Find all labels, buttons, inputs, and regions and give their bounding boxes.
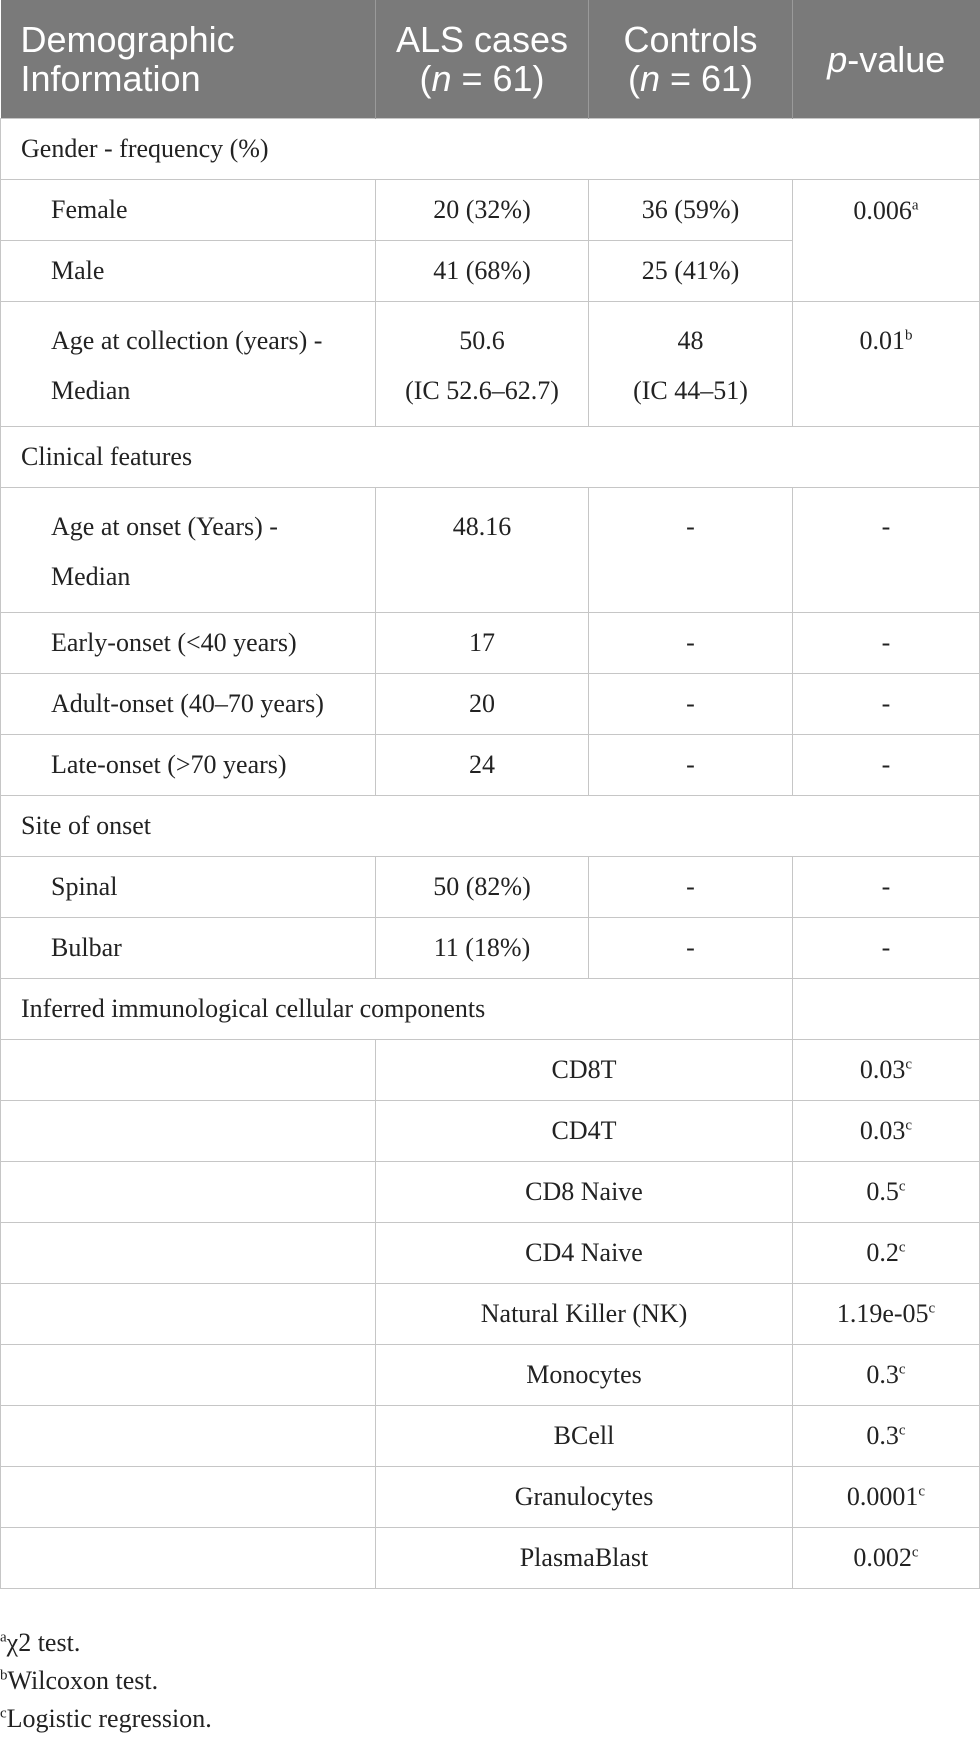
als-value: 50.6 (IC 52.6–62.7) (376, 302, 589, 427)
p-value: 0.002$^c$ (793, 1528, 980, 1589)
row-label: Age at onset (Years) - Median (1, 488, 376, 613)
controls-value: - (589, 674, 793, 735)
footnote-c: $^c$Logistic regression. (0, 1704, 212, 1733)
empty-cell (1, 1467, 376, 1528)
table-row (1, 180, 980, 241)
row-label: Female (1, 180, 376, 241)
als-value: 20 (376, 674, 589, 735)
section-row-gender (1, 119, 980, 180)
p-value: - (793, 735, 980, 796)
table-row (1, 1101, 980, 1162)
table-row (1, 918, 980, 979)
als-value: 20 (32%) (376, 180, 589, 241)
cell-component-name: CD8 Naive (376, 1162, 793, 1223)
cell-component-name: Natural Killer (NK) (376, 1284, 793, 1345)
empty-cell (1, 1101, 376, 1162)
als-value: 17 (376, 613, 589, 674)
header-als-cases: ALS cases (n = 61) (376, 0, 589, 119)
table-row (1, 1467, 980, 1528)
empty-cell (1, 1345, 376, 1406)
section-label: Gender - frequency (%) (1, 119, 980, 180)
controls-value: - (589, 735, 793, 796)
row-label: Late-onset (>70 years) (1, 735, 376, 796)
table-row (1, 674, 980, 735)
controls-value: - (589, 857, 793, 918)
als-value: 24 (376, 735, 589, 796)
p-value: - (793, 613, 980, 674)
cell-component-name: CD4 Naive (376, 1223, 793, 1284)
p-value: 0.006$^a$ (793, 180, 980, 302)
p-value: 0.01$^b$ (793, 302, 980, 427)
p-value: 0.0001$^c$ (793, 1467, 980, 1528)
p-value: - (793, 488, 980, 613)
als-value: 50 (82%) (376, 857, 589, 918)
controls-value: - (589, 488, 793, 613)
controls-value: 48 (IC 44–51) (589, 302, 793, 427)
empty-cell (793, 979, 980, 1040)
table-row (1, 735, 980, 796)
header-row (1, 0, 980, 119)
row-label: Male (1, 241, 376, 302)
footnote-a: $^a$χ2 test. (0, 1628, 81, 1657)
p-value: 0.2$^c$ (793, 1223, 980, 1284)
als-value: 48.16 (376, 488, 589, 613)
section-row-immuno (1, 979, 980, 1040)
p-value: 0.03$^c$ (793, 1040, 980, 1101)
als-value: 41 (68%) (376, 241, 589, 302)
header-p-value: p-value (793, 0, 980, 119)
cell-component-name: Monocytes (376, 1345, 793, 1406)
table-row (1, 488, 980, 613)
row-label: Age at collection (years) - Median (1, 302, 376, 427)
row-label: Early-onset (<40 years) (1, 613, 376, 674)
section-label: Inferred immunological cellular components (1, 979, 793, 1040)
header-controls: Controls (n = 61) (589, 0, 793, 119)
empty-cell (1, 1223, 376, 1284)
controls-value: 25 (41%) (589, 241, 793, 302)
table-row (1, 1040, 980, 1101)
section-row-site (1, 796, 980, 857)
cell-component-name: PlasmaBlast (376, 1528, 793, 1589)
controls-value: - (589, 613, 793, 674)
table-row (1, 857, 980, 918)
cell-component-name: CD8T (376, 1040, 793, 1101)
p-value: 0.3$^c$ (793, 1406, 980, 1467)
p-value: - (793, 918, 980, 979)
table-row (1, 1528, 980, 1589)
empty-cell (1, 1406, 376, 1467)
table-row (1, 1406, 980, 1467)
header-demographic: Demographic Information (1, 0, 376, 119)
table-row (1, 1284, 980, 1345)
p-value: 0.3$^c$ (793, 1345, 980, 1406)
p-value: - (793, 674, 980, 735)
table-row (1, 613, 980, 674)
empty-cell (1, 1162, 376, 1223)
section-label: Site of onset (1, 796, 980, 857)
p-value: 0.03$^c$ (793, 1101, 980, 1162)
cell-component-name: CD4T (376, 1101, 793, 1162)
section-label: Clinical features (1, 427, 980, 488)
empty-cell (1, 1040, 376, 1101)
row-label: Bulbar (1, 918, 376, 979)
row-label: Spinal (1, 857, 376, 918)
p-value: 0.5$^c$ (793, 1162, 980, 1223)
empty-cell (1, 1528, 376, 1589)
table-row (1, 1162, 980, 1223)
table-row (1, 1345, 980, 1406)
controls-value: - (589, 918, 793, 979)
empty-cell (1, 1284, 376, 1345)
als-value: 11 (18%) (376, 918, 589, 979)
row-label: Adult-onset (40–70 years) (1, 674, 376, 735)
cell-component-name: BCell (376, 1406, 793, 1467)
p-value: 1.19e-05$^c$ (793, 1284, 980, 1345)
cell-component-name: Granulocytes (376, 1467, 793, 1528)
table-row (1, 1223, 980, 1284)
footnote-b: $^b$Wilcoxon test. (0, 1666, 159, 1695)
section-row-clinical (1, 427, 980, 488)
table-row (1, 302, 980, 427)
p-value: - (793, 857, 980, 918)
controls-value: 36 (59%) (589, 180, 793, 241)
